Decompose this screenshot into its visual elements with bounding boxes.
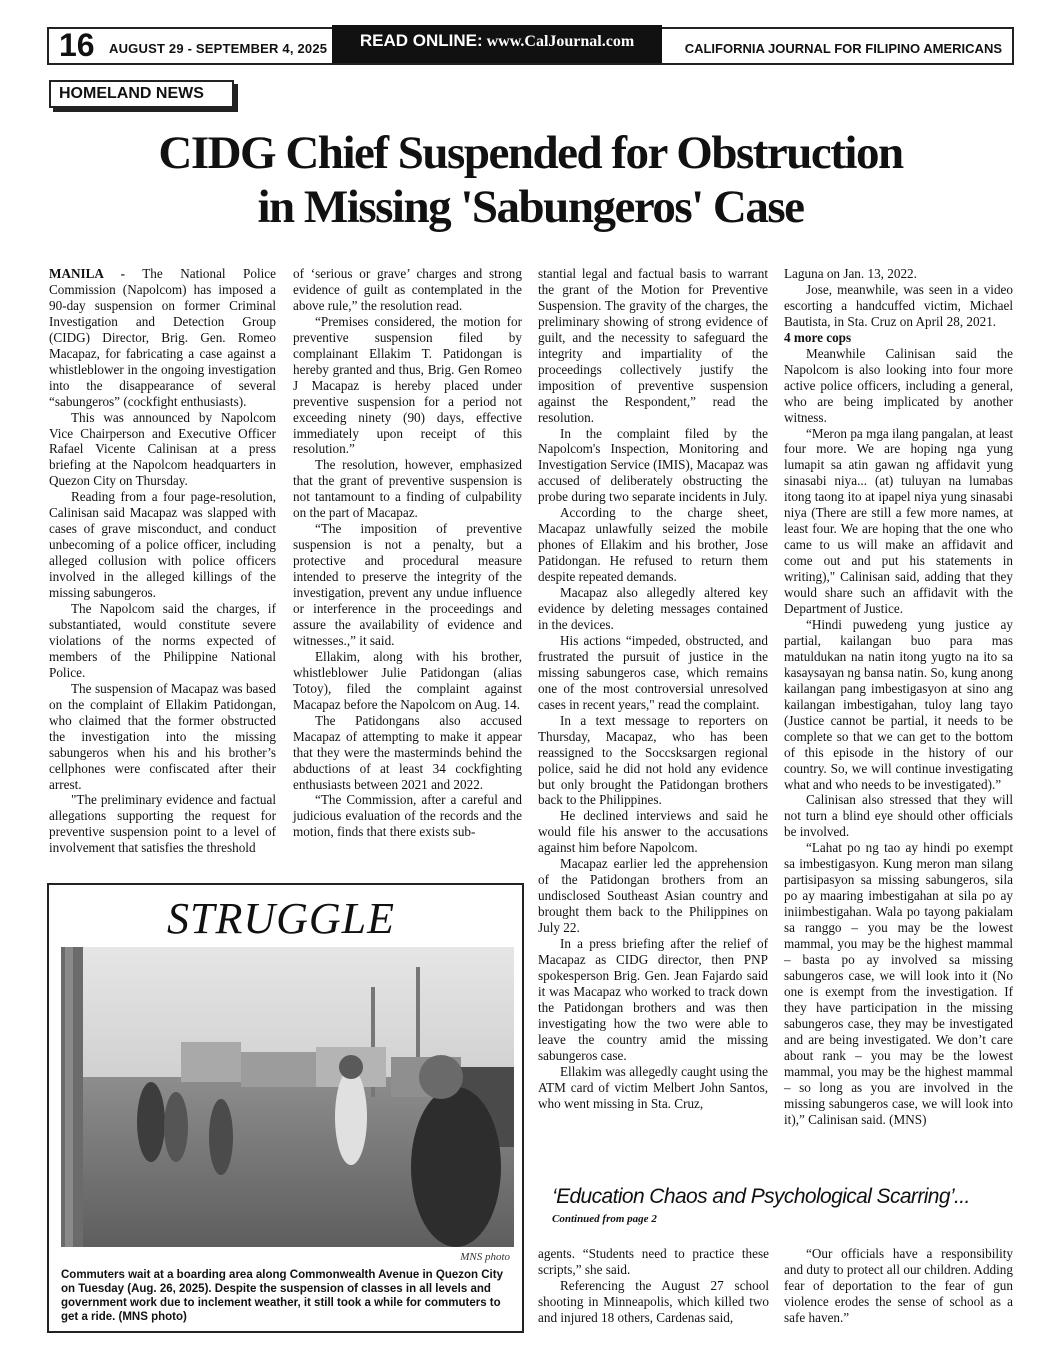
headline-line-2: in Missing 'Sabungeros' Case: [257, 181, 804, 233]
article-paragraph: The Napolcom said the charges, if substantiated, would constitute severe violations of the norms expected of members of the Philippine National Police.: [49, 601, 276, 680]
article-paragraph: “The imposition of preventive suspension is not a penalty, but a protective and procedural measure intended to preserve the integrity of the investigation, prevent any undue influence or interference in the proceedings and assure the availability of evidence and witnesses.,” it said.: [293, 521, 522, 648]
headline-line-1: CIDG Chief Suspended for Obstruction: [158, 127, 903, 179]
photo-caption: Commuters wait at a boarding area along Commonwealth Avenue in Quezon City on Tuesday (Aug. 26, 2025). Despite the suspension of classes in all levels and government work due to inclement weather, it still took a while for commuters to get a ride. (MNS photo): [61, 1269, 503, 1323]
article-column-2: [293, 266, 522, 840]
continued-from-label: Continued from page 2: [552, 1213, 657, 1225]
article-paragraph: stantial legal and factual basis to warrant the grant of the Motion for Preventive Suspension. The gravity of the charges, the preliminary showing of strong evidence of guilt, and the necessity to safeguard the integrity and impartiality of the proceedings collectively justify the imposition of preventive suspension against the Respondent,” read the resolution.: [538, 266, 768, 425]
article-paragraph: The resolution, however, emphasized that the grant of preventive suspension is not tantamount to a finding of culpability on the part of Macapaz.: [293, 457, 522, 521]
article-paragraph: “Lahat po ng tao ay hindi po exempt sa imbestigasyon. Kung meron man silang partisipasyon sa missing sabungeros, sila po ay maaring imbestigahan at sila po ay iniimbestigahan. Wala po tayong pakialam sa ranggo – you may be the lowest mammal, you may be the highest mammal – basta po ay involved sa missing sabungeros case, we will look into it (No one is exempt from the investigation. If they have participation in the missing sabungeros case, they may be investigated and are being investigated. We don’t care about rank – you may be the lowest mammal, you may be the highest mammal – so long as you are involved in the missing sabungeros case, we will look into it),” Calinisan said. (MNS): [784, 840, 1013, 1127]
article-paragraph: agents. “Students need to practice these scripts,” she said.: [538, 1246, 769, 1277]
dateline: MANILA -: [49, 266, 126, 281]
read-online-url[interactable]: www.CalJournal.com: [486, 33, 635, 50]
article-paragraph: “Our officials have a responsibility and duty to protect all our children. Adding fear of deportation to the fear of gun violence erodes the sense of school as a safe haven.”: [784, 1246, 1013, 1325]
article-subhead: 4 more cops: [784, 329, 852, 345]
article-paragraph: The suspension of Macapaz was based on the complaint of Ellakim Patidongan, who claimed that the former obstructed the investigation into the missing sabungeros when his and his brother’s cellphones were confiscated after their arrest.: [49, 680, 276, 792]
article-paragraph: "The preliminary evidence and factual allegations supporting the request for preventive suspension point to a level of involvement that satisfies the threshold: [49, 792, 276, 856]
article-paragraph: His actions “impeded, obstructed, and frustrated the pursuit of justice in the missing sabungeros case, which remains one of the most controversial unresolved cases in recent years," read the complaint.: [538, 632, 768, 712]
continued-column-1: [538, 1246, 769, 1326]
article-paragraph: Jose, meanwhile, was seen in a video escorting a handcuffed victim, Michael Bautista, in Sta. Cruz on April 28, 2021.: [784, 281, 1013, 329]
publication-name: CALIFORNIA JOURNAL FOR FILIPINO AMERICANS: [684, 41, 1002, 56]
article-paragraph: Calinisan also stressed that they will not turn a blind eye should other officials be involved.: [784, 792, 1013, 840]
street-scene-illustration: [61, 947, 514, 1247]
continued-headline[interactable]: ‘Education Chaos and Psychological Scarring’...: [552, 1185, 970, 1208]
photo-feature: [47, 883, 524, 1333]
article-paragraph: Macapaz earlier led the apprehension of the Patidongan brothers from an undisclosed Southeast Asian country and brought them back to the Philippines on July 22.: [538, 856, 768, 936]
article-paragraph: The Patidongans also accused Macapaz of attempting to make it appear that they were the masterminds behind the abductions of at least 34 cockfighting enthusiasts between 2021 and 2022.: [293, 712, 522, 792]
article-paragraph: In a press briefing after the relief of Macapaz as CIDG director, then PNP spokesperson Brig. Gen. Jean Fajardo said it was Macapaz who worked to track down the Patidongan brothers and was then investigating how the two were able to leave the country amid the missing sabungeros case.: [538, 936, 768, 1063]
issue-date: AUGUST 29 - SEPTEMBER 4, 2025: [109, 41, 328, 56]
page-number: 16: [59, 27, 95, 63]
article-column-1: [49, 266, 276, 856]
article-paragraph: “The Commission, after a careful and judicious evaluation of the records and the motion, finds that there exists sub-: [293, 792, 522, 840]
article-paragraph: Macapaz also allegedly altered key evidence by deleting messages contained in the devices.: [538, 585, 768, 632]
article-paragraph: Ellakim was allegedly caught using the ATM card of victim Melbert John Santos, who went missing in Sta. Cruz,: [538, 1063, 768, 1111]
article-paragraph: of ‘serious or grave’ charges and strong evidence of guilt as contemplated in the above rule,” the resolution read.: [293, 266, 522, 313]
article-column-3: [538, 266, 768, 1112]
page-header: [47, 27, 1014, 65]
read-online-banner[interactable]: [332, 25, 662, 63]
photo-credit: MNS photo: [460, 1251, 510, 1263]
article-paragraph: “Hindi puwedeng yung justice ay partial, kailangan buo para mas matuldukan na natin itong yugto na ito sa kasaysayan ng bansa natin. So, kung anong kailangan pang imbestigasyon at sino ang kailangan imbestigahan, tuloy lang tayo (Justice cannot be partial, it needs to be complete so that we can get to the bottom of this episode in the history of our country. So, we will continue investigating what and who needs to be investigated).”: [784, 616, 1013, 792]
article-paragraph: This was announced by Napolcom Vice Chairperson and Executive Officer Rafael Vicente Calinisan at a press briefing at the Napolcom headquarters in Quezon City on Thursday.: [49, 409, 276, 489]
article-column-4: [784, 266, 1013, 1127]
article-paragraph: Reading from a four page-resolution, Calinisan said Macapaz was slapped with cases of grave misconduct, and conduct unbecoming of a police officer, including alleged collusion with police officers involved in the alleged killings of the missing sabungeros.: [49, 489, 276, 601]
article-paragraph: MANILA - The National Police Commission (Napolcom) has imposed a 90-day suspension on former Criminal Investigation and Detection Group (CIDG) Director, Brig. Gen. Romeo Macapaz, for fabricating a case against a whistleblower in the ongoing investigation into the disappearance of several “sabungeros” (cockfight enthusiasts).: [49, 266, 276, 409]
continued-column-2: [784, 1246, 1013, 1326]
headline: [40, 126, 1021, 234]
article-paragraph: Ellakim, along with his brother, whistleblower Julie Patidongan (alias Totoy), filed the complaint against Macapaz before the Napolcom on Aug. 14.: [293, 648, 522, 712]
article-paragraph: He declined interviews and said he would file his answer to the accusations against him before Napolcom.: [538, 808, 768, 856]
read-online-label: READ ONLINE:: [359, 31, 483, 50]
article-paragraph: “Premises considered, the motion for preventive suspension filed by complainant Ellakim T. Patidongan is hereby granted and thus, Brig. Gen Romeo J Macapaz is hereby placed under preventive suspension for a period not exceeding ninety (90) days, effective immediately upon receipt of this resolution.”: [293, 313, 522, 457]
article-paragraph: “Meron pa mga ilang pangalan, at least four more. We are hoping nga yung lumapit sa atin gawan ng affidavit yung sinasabi niya... (at) tuluyan na lumabas itong taong ito at ipapel niya yung sinasabi niya (There are still a few more names, at least four. We are hoping that the one who came to us will make an affidavit and come out and put his statements in writing)," Calinisan said, adding that they would share such an affidavit with the Department of Justice.: [784, 425, 1013, 617]
article-paragraph: Referencing the August 27 school shooting in Minneapolis, which killed two and injured 18 others, Cardenas said,: [538, 1277, 769, 1325]
article-paragraph: According to the charge sheet, Macapaz unlawfully seized the mobile phones of Ellakim and his brother, Jose Patidongan. He refused to return them despite repeated demands.: [538, 505, 768, 585]
article-paragraph: Meanwhile Calinisan said the Napolcom is also looking into four more active police officers, including a general, who are being implicated by another witness.: [784, 345, 1013, 425]
article-paragraph: In a text message to reporters on Thursday, Macapaz, who has been reassigned to the Soccsksargen regional police, said he did not hold any evidence but only brought the Patidongan brothers back to the Philippines.: [538, 712, 768, 808]
news-photo: [61, 947, 514, 1247]
article-paragraph: In the complaint filed by the Napolcom's Inspection, Monitoring and Investigation Service (IMIS), Macapaz was accused of deliberately obstructing the probe during two separate incidents in July.: [538, 425, 768, 505]
section-label: HOMELAND NEWS: [49, 80, 234, 108]
photo-title: STRUGGLE: [167, 894, 396, 943]
article-paragraph: Laguna on Jan. 13, 2022.: [784, 266, 917, 281]
